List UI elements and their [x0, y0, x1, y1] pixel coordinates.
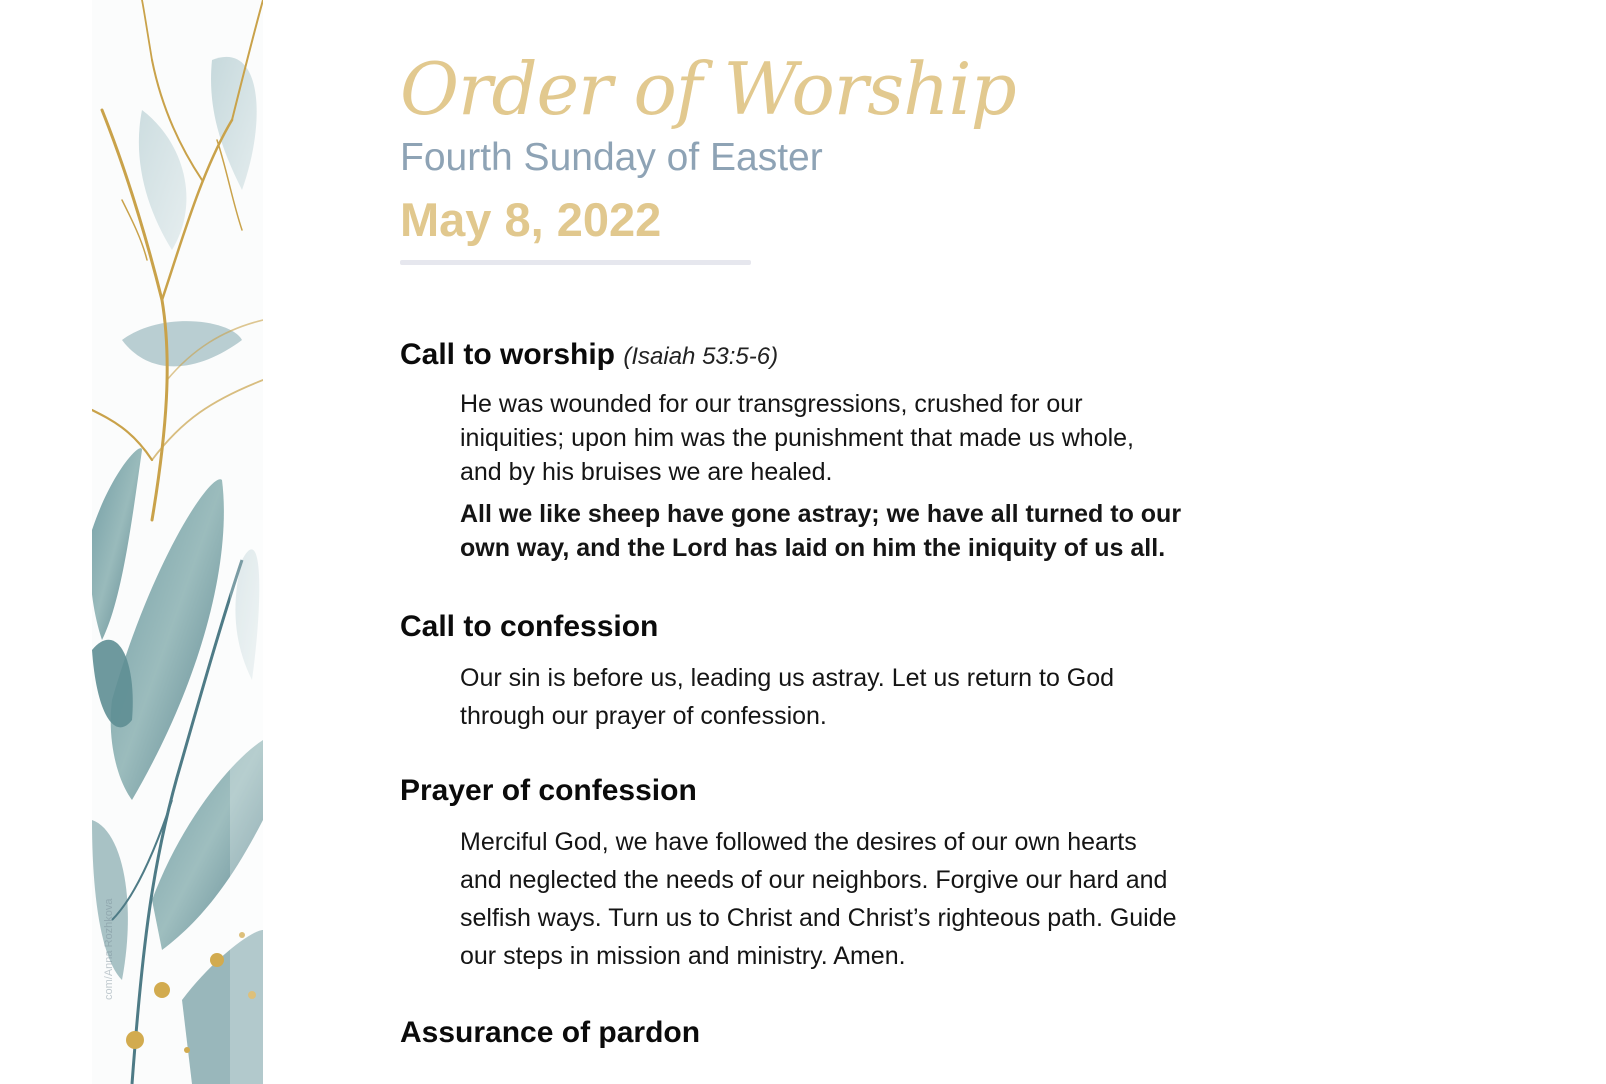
text-line: iniquities; upon him was the punishment that made us whole, [460, 423, 1134, 452]
text-line: own way, and the Lord has laid on him the iniquity of us all. [460, 533, 1166, 562]
leader-text [460, 387, 1260, 489]
prayer-text [460, 823, 1260, 975]
liturgical-day: Fourth Sunday of Easter [400, 136, 823, 180]
text-line: Our sin is before us, leading us astray. Let us return to God [460, 663, 1115, 692]
section-heading: Prayer of confession [400, 773, 697, 807]
leader-text [460, 659, 1260, 735]
section-heading: Call to confession [400, 609, 659, 643]
section-prayer-of-confession [400, 773, 1300, 975]
section-heading: Assurance of pardon [400, 1015, 701, 1049]
text-line: our steps in mission and ministry. Amen. [460, 941, 906, 970]
text-line: and neglected the needs of our neighbors. Forgive our hard and [460, 865, 1168, 894]
section-assurance-of-pardon [400, 1015, 1300, 1051]
text-line: and by his bruises we are healed. [460, 457, 833, 486]
congregation-response [460, 497, 1260, 565]
text-line: All we like sheep have gone astray; we have all turned to our [460, 499, 1182, 528]
botanical-illustration [92, 0, 263, 1084]
photo-credit: com/Anna Rozhkova [103, 898, 115, 1000]
text-line: Merciful God, we have followed the desires of our own hearts [460, 827, 1137, 856]
text-line: He was wounded for our transgressions, crushed for our [460, 389, 1083, 418]
divider [400, 260, 751, 265]
leaf-branch-illustration [92, 0, 263, 1084]
page-title: Order of Worship [400, 47, 1016, 131]
scripture-reference: (Isaiah 53:5-6) [623, 342, 779, 370]
section-call-to-confession [400, 609, 1300, 735]
text-line: through our prayer of confession. [460, 701, 827, 730]
section-call-to-worship [400, 337, 1300, 565]
section-heading: Call to worship [400, 337, 616, 371]
order-of-worship-content [400, 40, 1300, 1051]
text-line: selfish ways. Turn us to Christ and Christ’s righteous path. Guide [460, 903, 1177, 932]
service-date: May 8, 2022 [400, 193, 662, 247]
